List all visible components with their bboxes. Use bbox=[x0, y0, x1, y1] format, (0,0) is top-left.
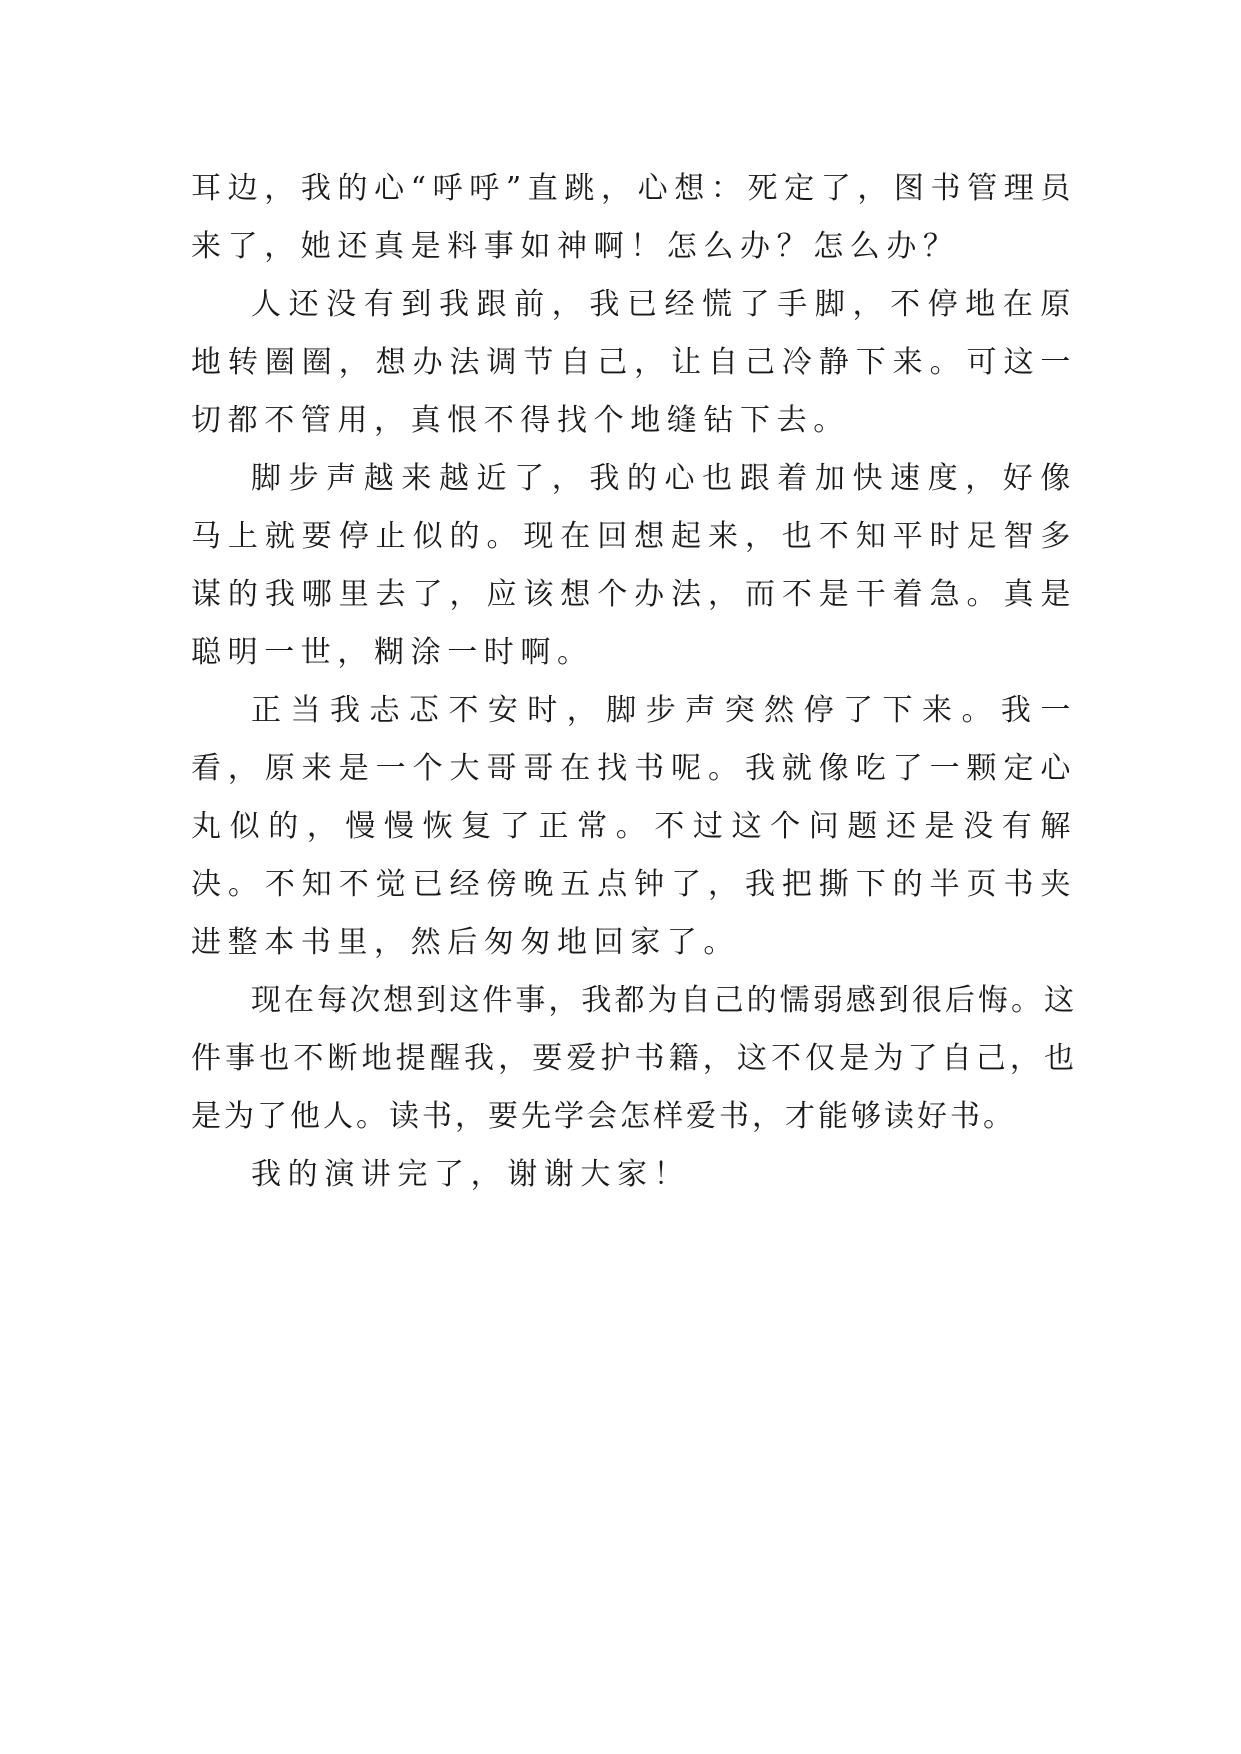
paragraph-1: 耳边，我的心“呼呼”直跳，心想：死定了，图书管理员来了，她还真是料事如神啊！怎么办？怎么办？ bbox=[191, 171, 1077, 264]
paragraph-5: 现在每次想到这件事，我都为自己的懦弱感到很后悔。这件事也不断地提醒我，要爱护书籍，这不仅是为了自己，也是为了他人。读书，要先学会怎样爱书，才能够读好书。 bbox=[191, 983, 1077, 1134]
paragraph-3: 脚步声越来越近了，我的心也跟着加快速度，好像马上就要停止似的。现在回想起来，也不知平时足智多谋的我哪里去了，应该想个办法，而不是干着急。真是聪明一世，糊涂一时啊。 bbox=[191, 461, 1077, 670]
body-text bbox=[191, 160, 1077, 1204]
paragraph-2: 人还没有到我跟前，我已经慌了手脚，不停地在原地转圈圈，想办法调节自己，让自己冷静下来。可这一切都不管用，真恨不得找个地缝钻下去。 bbox=[191, 287, 1077, 438]
paragraph-6: 我的演讲完了，谢谢大家！ bbox=[251, 1157, 691, 1192]
paragraph-4: 正当我忐忑不安时，脚步声突然停了下来。我一看，原来是一个大哥哥在找书呢。我就像吃了一颗定心丸似的，慢慢恢复了正常。不过这个问题还是没有解决。不知不觉已经傍晚五点钟了，我把撕下的半页书夹进整本书里，然后匆匆地回家了。 bbox=[191, 693, 1077, 960]
